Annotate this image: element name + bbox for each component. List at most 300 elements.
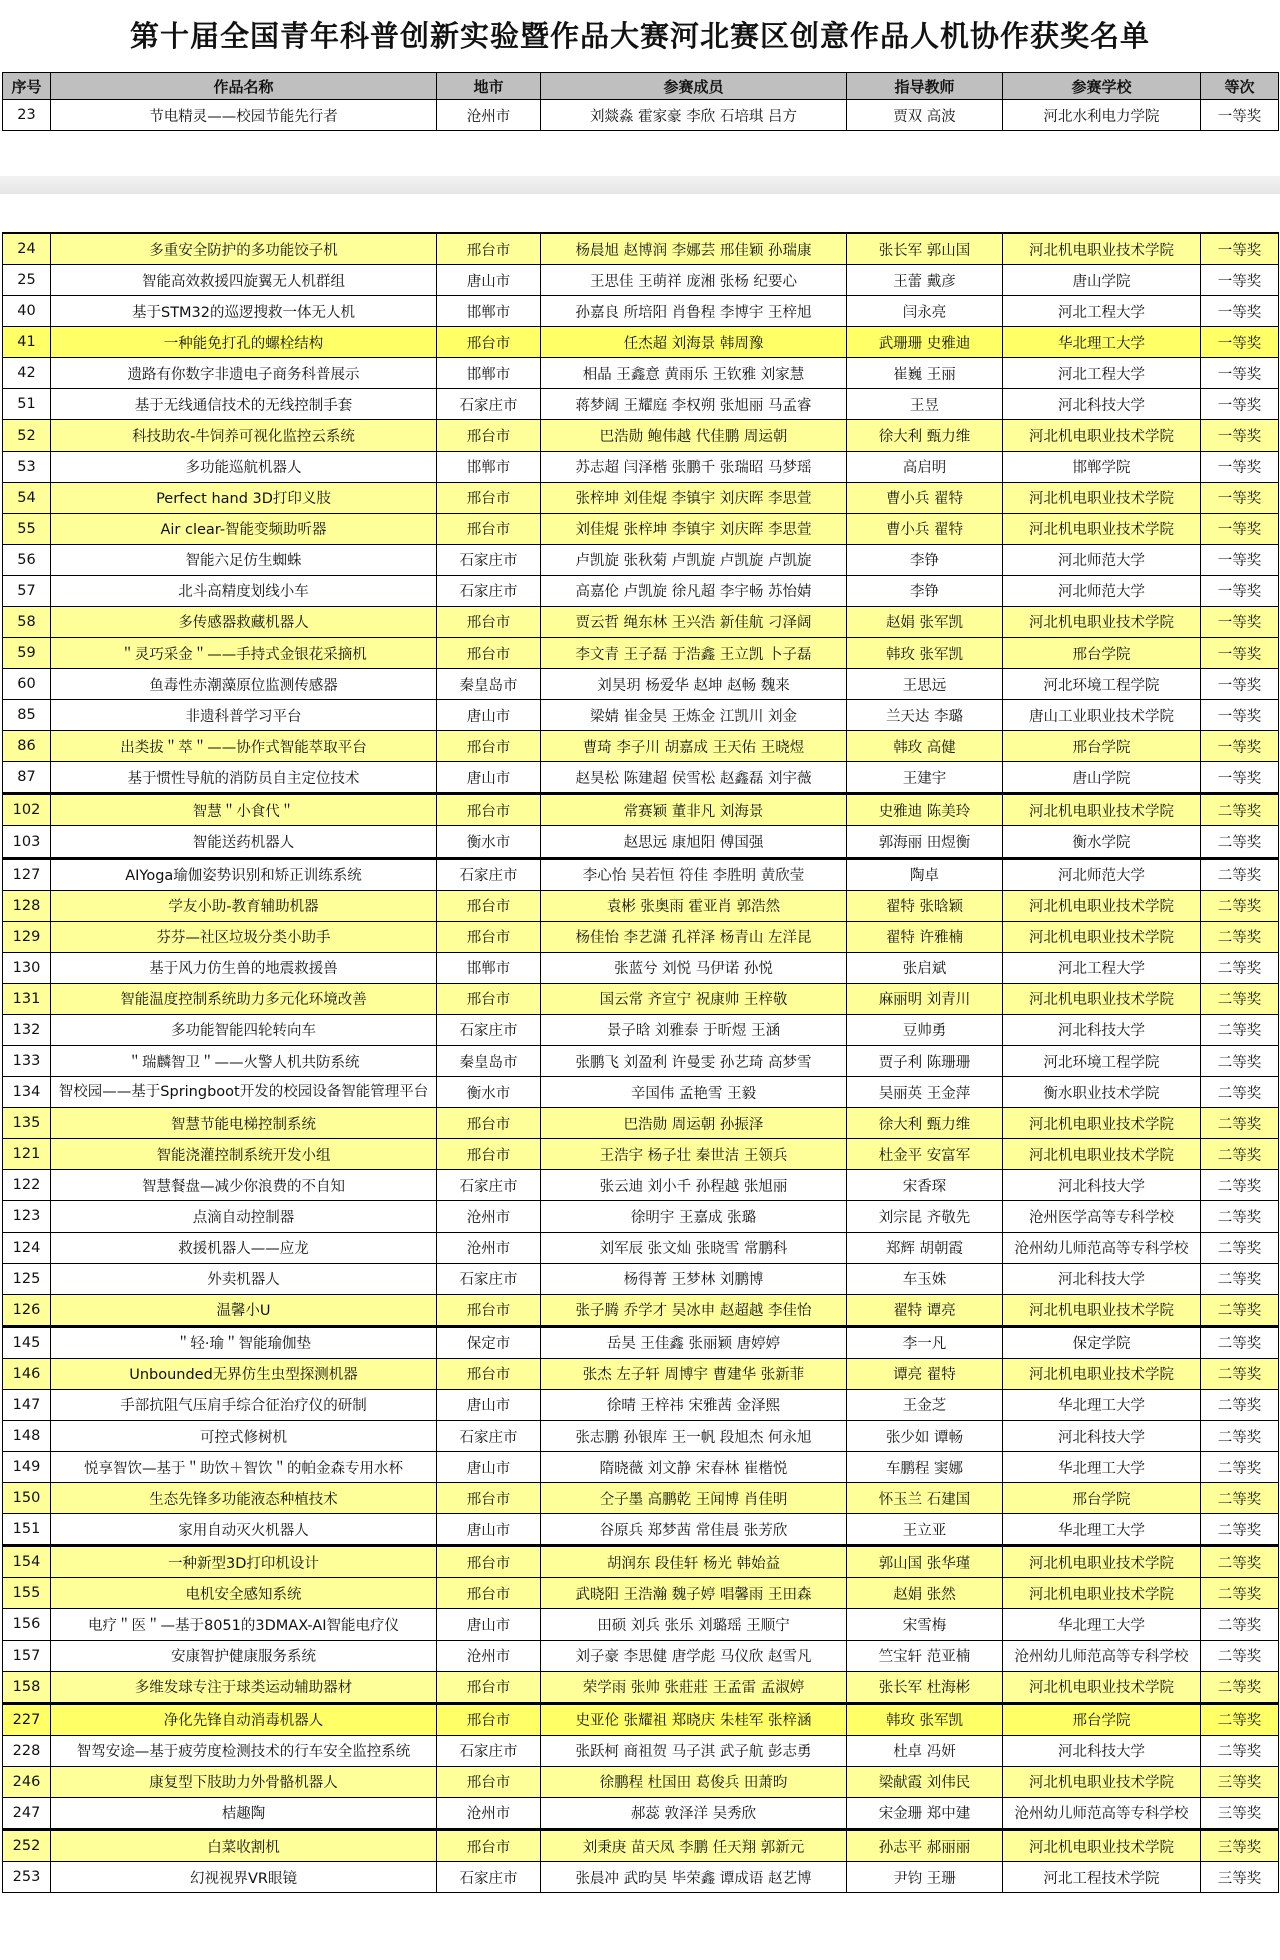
cell-index: 156	[3, 1609, 51, 1640]
cell-members: 王浩宇 杨子壮 秦世洁 王领兵	[541, 1139, 847, 1170]
table-row	[3, 1452, 1279, 1483]
table-row	[3, 575, 1279, 606]
cell-members: 相晶 王鑫意 黄雨乐 王钦雅 刘家慧	[541, 358, 847, 389]
cell-members: 隋晓薇 刘文静 宋春林 崔楷悦	[541, 1452, 847, 1483]
cell-school: 河北工程大学	[1003, 296, 1201, 327]
table-row	[3, 1389, 1279, 1420]
cell-index: 86	[3, 731, 51, 762]
cell-city: 邢台市	[437, 606, 541, 637]
cell-index: 123	[3, 1201, 51, 1232]
cell-members: 史亚伦 张耀祖 郑晓庆 朱桂军 张梓涵	[541, 1703, 847, 1735]
cell-school: 河北机电职业技术学院	[1003, 1829, 1201, 1861]
cell-work-name: 白菜收割机	[51, 1829, 437, 1861]
cell-work-name: 科技助农-牛饲养可视化监控云系统	[51, 420, 437, 451]
table-row	[3, 826, 1279, 858]
table-row	[3, 1358, 1279, 1389]
cell-members: 胡润东 段佳轩 杨光 韩始益	[541, 1546, 847, 1578]
cell-school: 华北理工大学	[1003, 1514, 1201, 1546]
cell-advisors: 贾双 高波	[847, 100, 1003, 131]
cell-school: 河北机电职业技术学院	[1003, 1578, 1201, 1609]
cell-city: 唐山市	[437, 1389, 541, 1420]
cell-school: 河北机电职业技术学院	[1003, 921, 1201, 952]
cell-index: 128	[3, 890, 51, 921]
table-row	[3, 1420, 1279, 1451]
table-row	[3, 890, 1279, 921]
cell-work-name: 电机安全感知系统	[51, 1578, 437, 1609]
cell-city: 石家庄市	[437, 858, 541, 890]
table-row	[3, 952, 1279, 983]
cell-city: 沧州市	[437, 1201, 541, 1232]
cell-school: 河北机电职业技术学院	[1003, 1139, 1201, 1170]
header-city: 地市	[437, 73, 541, 100]
cell-award: 三等奖	[1201, 1862, 1279, 1893]
cell-award: 二等奖	[1201, 1546, 1279, 1578]
cell-city: 邢台市	[437, 1139, 541, 1170]
cell-school: 河北科技大学	[1003, 389, 1201, 420]
cell-school: 衡水职业技术学院	[1003, 1077, 1201, 1108]
cell-city: 秦皇岛市	[437, 669, 541, 700]
cell-advisors: 麻丽明 刘青川	[847, 983, 1003, 1014]
cell-city: 邢台市	[437, 638, 541, 669]
cell-work-name: 节电精灵——校园节能先行者	[51, 100, 437, 131]
cell-award: 一等奖	[1201, 762, 1279, 794]
cell-school: 邢台学院	[1003, 1703, 1201, 1735]
cell-work-name: 多传感器救藏机器人	[51, 606, 437, 637]
cell-index: 150	[3, 1483, 51, 1514]
cell-index: 42	[3, 358, 51, 389]
cell-award: 二等奖	[1201, 890, 1279, 921]
cell-advisors: 曹小兵 翟特	[847, 513, 1003, 544]
cell-city: 唐山市	[437, 700, 541, 731]
table-row	[3, 1263, 1279, 1294]
cell-index: 227	[3, 1703, 51, 1735]
cell-index: 124	[3, 1232, 51, 1263]
cell-members: 卢凯旋 张秋菊 卢凯旋 卢凯旋 卢凯旋	[541, 544, 847, 575]
cell-advisors: 高启明	[847, 451, 1003, 482]
cell-city: 邢台市	[437, 233, 541, 265]
cell-advisors: 张启斌	[847, 952, 1003, 983]
cell-members: 刘佳焜 张梓坤 李镇宇 刘庆晖 李思萱	[541, 513, 847, 544]
cell-work-name: 智校园——基于Springboot开发的校园设备智能管理平台	[51, 1077, 437, 1108]
cell-work-name: 救援机器人——应龙	[51, 1232, 437, 1263]
cell-index: 158	[3, 1671, 51, 1703]
cell-city: 邢台市	[437, 1578, 541, 1609]
cell-city: 唐山市	[437, 265, 541, 296]
cell-members: 常赛颖 董非凡 刘海景	[541, 794, 847, 826]
cell-award: 二等奖	[1201, 1640, 1279, 1671]
cell-school: 河北机电职业技术学院	[1003, 1766, 1201, 1797]
cell-award: 二等奖	[1201, 858, 1279, 890]
cell-index: 23	[3, 100, 51, 131]
cell-advisors: 翟特 张晗颖	[847, 890, 1003, 921]
cell-school: 河北机电职业技术学院	[1003, 983, 1201, 1014]
cell-advisors: 张长军 杜海彬	[847, 1671, 1003, 1703]
cell-index: 154	[3, 1546, 51, 1578]
cell-members: 刘子豪 李思健 唐学彪 马仪欣 赵雪凡	[541, 1640, 847, 1671]
cell-work-name: 智慧餐盘—减少你浪费的不自知	[51, 1170, 437, 1201]
cell-city: 石家庄市	[437, 1735, 541, 1766]
cell-award: 二等奖	[1201, 1108, 1279, 1139]
cell-index: 151	[3, 1514, 51, 1546]
cell-award: 二等奖	[1201, 826, 1279, 858]
cell-index: 247	[3, 1797, 51, 1829]
cell-members: 王思佳 王萌祥 庞湘 张杨 纪要心	[541, 265, 847, 296]
cell-index: 85	[3, 700, 51, 731]
cell-award: 二等奖	[1201, 1420, 1279, 1451]
cell-advisors: 徐大利 甄力维	[847, 420, 1003, 451]
cell-advisors: 宋雪梅	[847, 1609, 1003, 1640]
cell-school: 河北工程技术学院	[1003, 1862, 1201, 1893]
table-row	[3, 1735, 1279, 1766]
cell-work-name: 康复型下肢助力外骨骼机器人	[51, 1766, 437, 1797]
cell-award: 一等奖	[1201, 100, 1279, 131]
table-row	[3, 1046, 1279, 1077]
cell-award: 二等奖	[1201, 1609, 1279, 1640]
table-row	[3, 1797, 1279, 1829]
cell-work-name: Unbounded无界仿生虫型探测机器	[51, 1358, 437, 1389]
cell-members: 田硕 刘兵 张乐 刘璐瑶 王顺宁	[541, 1609, 847, 1640]
cell-index: 54	[3, 482, 51, 513]
header-row	[3, 73, 1279, 100]
cell-city: 沧州市	[437, 1797, 541, 1829]
header-work-name: 作品名称	[51, 73, 437, 100]
cell-advisors: 张长军 郭山国	[847, 233, 1003, 265]
cell-school: 河北机电职业技术学院	[1003, 1294, 1201, 1326]
cell-work-name: 基于STM32的巡逻搜救一体无人机	[51, 296, 437, 327]
cell-advisors: 刘宗昆 齐敬先	[847, 1201, 1003, 1232]
table-row	[3, 1232, 1279, 1263]
cell-city: 邢台市	[437, 794, 541, 826]
cell-school: 邢台学院	[1003, 1483, 1201, 1514]
cell-work-name: 鱼毒性赤潮藻原位监测传感器	[51, 669, 437, 700]
cell-members: 张晨冲 武昀昊 毕荣鑫 谭成语 赵艺博	[541, 1862, 847, 1893]
awards-table-top	[2, 72, 1279, 131]
cell-school: 华北理工大学	[1003, 1452, 1201, 1483]
table-row	[3, 1829, 1279, 1861]
table-row	[3, 1546, 1279, 1578]
cell-advisors: 吴丽英 王金萍	[847, 1077, 1003, 1108]
cell-members: 仝子墨 高鹏乾 王闻博 肖佳明	[541, 1483, 847, 1514]
cell-award: 一等奖	[1201, 638, 1279, 669]
cell-award: 二等奖	[1201, 1389, 1279, 1420]
cell-members: 杨晨旭 赵博润 李娜芸 邢佳颖 孙瑞康	[541, 233, 847, 265]
cell-index: 157	[3, 1640, 51, 1671]
cell-city: 石家庄市	[437, 1420, 541, 1451]
cell-school: 华北理工大学	[1003, 1389, 1201, 1420]
table-row	[3, 1108, 1279, 1139]
cell-members: 张志鹏 孙银库 王一帆 段旭杰 何永旭	[541, 1420, 847, 1451]
cell-school: 河北机电职业技术学院	[1003, 606, 1201, 637]
cell-work-name: 智能高效救援四旋翼无人机群组	[51, 265, 437, 296]
table-row	[3, 762, 1279, 794]
table-row	[3, 1170, 1279, 1201]
cell-members: 张跃柯 商祖贺 马子淇 武子航 彭志勇	[541, 1735, 847, 1766]
cell-city: 邢台市	[437, 420, 541, 451]
cell-members: 蒋梦阔 王耀庭 李权朔 张旭丽 马孟睿	[541, 389, 847, 420]
cell-award: 二等奖	[1201, 1263, 1279, 1294]
cell-index: 246	[3, 1766, 51, 1797]
cell-work-name: 一种新型3D打印机设计	[51, 1546, 437, 1578]
cell-school: 华北理工大学	[1003, 327, 1201, 358]
cell-city: 唐山市	[437, 1609, 541, 1640]
cell-index: 127	[3, 858, 51, 890]
table-row	[3, 1326, 1279, 1358]
cell-school: 河北科技大学	[1003, 1014, 1201, 1045]
cell-advisors: 陶卓	[847, 858, 1003, 890]
header-members: 参赛成员	[541, 73, 847, 100]
cell-award: 一等奖	[1201, 544, 1279, 575]
cell-index: 252	[3, 1829, 51, 1861]
cell-work-name: Air clear-智能变频助听器	[51, 513, 437, 544]
cell-index: 52	[3, 420, 51, 451]
table-row	[3, 1483, 1279, 1514]
cell-index: 51	[3, 389, 51, 420]
cell-work-name: 多重安全防护的多功能饺子机	[51, 233, 437, 265]
table-row	[3, 1139, 1279, 1170]
table-row	[3, 233, 1279, 265]
cell-award: 一等奖	[1201, 296, 1279, 327]
cell-advisors: 杜卓 冯妍	[847, 1735, 1003, 1766]
cell-index: 125	[3, 1263, 51, 1294]
cell-work-name: 外卖机器人	[51, 1263, 437, 1294]
cell-members: 徐鹏程 杜国田 葛俊兵 田萧昀	[541, 1766, 847, 1797]
cell-members: 张云迪 刘小千 孙程越 张旭丽	[541, 1170, 847, 1201]
cell-work-name: 一种能免打孔的螺栓结构	[51, 327, 437, 358]
awards-table-main	[2, 232, 1279, 1893]
cell-work-name: 智能温度控制系统助力多元化环境改善	[51, 983, 437, 1014]
cell-index: 228	[3, 1735, 51, 1766]
cell-school: 沧州幼儿师范高等专科学校	[1003, 1232, 1201, 1263]
cell-advisors: 闫永亮	[847, 296, 1003, 327]
cell-award: 一等奖	[1201, 575, 1279, 606]
cell-members: 谷原兵 郑梦茜 常佳晨 张芳欣	[541, 1514, 847, 1546]
header-advisors: 指导教师	[847, 73, 1003, 100]
cell-city: 邯郸市	[437, 952, 541, 983]
cell-award: 二等奖	[1201, 1326, 1279, 1358]
cell-advisors: 宋香琛	[847, 1170, 1003, 1201]
cell-advisors: 王金芝	[847, 1389, 1003, 1420]
cell-advisors: 车玉姝	[847, 1263, 1003, 1294]
cell-work-name: 学友小助-教育辅助机器	[51, 890, 437, 921]
table-row	[3, 638, 1279, 669]
cell-index: 25	[3, 265, 51, 296]
table-row	[3, 1201, 1279, 1232]
cell-index: 147	[3, 1389, 51, 1420]
cell-members: 荣学雨 张帅 张莊莊 王孟雷 孟淑婷	[541, 1671, 847, 1703]
cell-members: 巴浩勋 周运朝 孙振泽	[541, 1108, 847, 1139]
cell-work-name: 家用自动灭火机器人	[51, 1514, 437, 1546]
cell-school: 河北机电职业技术学院	[1003, 794, 1201, 826]
table-row	[3, 451, 1279, 482]
table-row	[3, 100, 1279, 131]
cell-work-name: 多维发球专注于球类运动辅助器材	[51, 1671, 437, 1703]
cell-advisors: 杜金平 安富军	[847, 1139, 1003, 1170]
cell-city: 石家庄市	[437, 1170, 541, 1201]
cell-index: 148	[3, 1420, 51, 1451]
cell-index: 24	[3, 233, 51, 265]
table-row	[3, 265, 1279, 296]
cell-award: 二等奖	[1201, 794, 1279, 826]
cell-advisors: 尹钧 王珊	[847, 1862, 1003, 1893]
cell-work-name: 基于惯性导航的消防员自主定位技术	[51, 762, 437, 794]
cell-members: 刘昊玥 杨爱华 赵坤 赵畅 魏来	[541, 669, 847, 700]
cell-school: 华北理工大学	[1003, 1609, 1201, 1640]
cell-index: 58	[3, 606, 51, 637]
table-row	[3, 327, 1279, 358]
cell-index: 59	[3, 638, 51, 669]
table-row	[3, 296, 1279, 327]
cell-school: 河北环境工程学院	[1003, 1046, 1201, 1077]
cell-index: 135	[3, 1108, 51, 1139]
table-row	[3, 420, 1279, 451]
cell-work-name: 出类拔＂萃＂——协作式智能萃取平台	[51, 731, 437, 762]
cell-award: 二等奖	[1201, 1294, 1279, 1326]
cell-index: 131	[3, 983, 51, 1014]
table-row	[3, 669, 1279, 700]
cell-work-name: 多功能智能四轮转向车	[51, 1014, 437, 1045]
cell-index: 134	[3, 1077, 51, 1108]
cell-school: 衡水学院	[1003, 826, 1201, 858]
cell-school: 唐山工业职业技术学院	[1003, 700, 1201, 731]
cell-work-name: 北斗高精度划线小车	[51, 575, 437, 606]
cell-advisors: 王蕾 戴彦	[847, 265, 1003, 296]
cell-school: 河北师范大学	[1003, 858, 1201, 890]
cell-advisors: 武珊珊 史雅迪	[847, 327, 1003, 358]
cell-award: 二等奖	[1201, 983, 1279, 1014]
cell-school: 河北科技大学	[1003, 1170, 1201, 1201]
cell-advisors: 翟特 谭亮	[847, 1294, 1003, 1326]
cell-city: 秦皇岛市	[437, 1046, 541, 1077]
cell-members: 张子腾 乔学才 吴冰申 赵超越 李佳怡	[541, 1294, 847, 1326]
cell-work-name: 生态先锋多功能液态种植技术	[51, 1483, 437, 1514]
cell-members: 景子晗 刘雅泰 于昕煜 王涵	[541, 1014, 847, 1045]
cell-award: 二等奖	[1201, 1358, 1279, 1389]
cell-award: 一等奖	[1201, 389, 1279, 420]
table-row	[3, 513, 1279, 544]
cell-award: 一等奖	[1201, 731, 1279, 762]
cell-award: 一等奖	[1201, 606, 1279, 637]
cell-school: 河北机电职业技术学院	[1003, 1671, 1201, 1703]
cell-city: 沧州市	[437, 100, 541, 131]
cell-city: 石家庄市	[437, 1862, 541, 1893]
cell-city: 邢台市	[437, 983, 541, 1014]
table-row	[3, 731, 1279, 762]
cell-advisors: 王昱	[847, 389, 1003, 420]
cell-award: 二等奖	[1201, 1483, 1279, 1514]
cell-index: 129	[3, 921, 51, 952]
cell-city: 邢台市	[437, 482, 541, 513]
cell-city: 邢台市	[437, 921, 541, 952]
table-row	[3, 1671, 1279, 1703]
cell-award: 三等奖	[1201, 1829, 1279, 1861]
cell-school: 河北科技大学	[1003, 1263, 1201, 1294]
cell-city: 衡水市	[437, 1077, 541, 1108]
cell-advisors: 李铮	[847, 575, 1003, 606]
cell-index: 121	[3, 1139, 51, 1170]
cell-award: 二等奖	[1201, 1578, 1279, 1609]
cell-work-name: 可控式修树机	[51, 1420, 437, 1451]
cell-award: 三等奖	[1201, 1797, 1279, 1829]
table-row	[3, 700, 1279, 731]
cell-school: 河北水利电力学院	[1003, 100, 1201, 131]
cell-members: 徐明宇 王嘉成 张璐	[541, 1201, 847, 1232]
table-row	[3, 1766, 1279, 1797]
table-row	[3, 358, 1279, 389]
table-row	[3, 1514, 1279, 1546]
cell-city: 邢台市	[437, 1671, 541, 1703]
cell-advisors: 怀玉兰 石建国	[847, 1483, 1003, 1514]
cell-advisors: 赵娟 张军凯	[847, 606, 1003, 637]
cell-school: 河北环境工程学院	[1003, 669, 1201, 700]
cell-school: 河北师范大学	[1003, 575, 1201, 606]
cell-award: 二等奖	[1201, 1671, 1279, 1703]
cell-work-name: 温馨小U	[51, 1294, 437, 1326]
cell-index: 130	[3, 952, 51, 983]
cell-award: 二等奖	[1201, 1077, 1279, 1108]
header-school: 参赛学校	[1003, 73, 1201, 100]
cell-school: 沧州幼儿师范高等专科学校	[1003, 1640, 1201, 1671]
cell-school: 河北机电职业技术学院	[1003, 233, 1201, 265]
cell-advisors: 徐大利 甄力维	[847, 1108, 1003, 1139]
cell-school: 河北科技大学	[1003, 1735, 1201, 1766]
cell-city: 石家庄市	[437, 575, 541, 606]
cell-city: 石家庄市	[437, 389, 541, 420]
cell-members: 孙嘉良 所培阳 肖鲁程 李博宇 王梓旭	[541, 296, 847, 327]
cell-members: 赵思远 康旭阳 傅国强	[541, 826, 847, 858]
table-row	[3, 544, 1279, 575]
page-title: 第十届全国青年科普创新实验暨作品大赛河北赛区创意作品人机协作获奖名单	[129, 19, 1150, 53]
cell-work-name: ＂轻·瑜＂智能瑜伽垫	[51, 1326, 437, 1358]
cell-award: 二等奖	[1201, 1452, 1279, 1483]
cell-members: 张蓝兮 刘悦 马伊诺 孙悦	[541, 952, 847, 983]
cell-advisors: 郭海丽 田煜衡	[847, 826, 1003, 858]
cell-school: 河北科技大学	[1003, 1420, 1201, 1451]
cell-members: 刘军辰 张文灿 张晓雪 常鹏科	[541, 1232, 847, 1263]
cell-members: 赵昊松 陈建超 侯雪松 赵鑫磊 刘宇薇	[541, 762, 847, 794]
cell-advisors: 李一凡	[847, 1326, 1003, 1358]
cell-advisors: 赵娟 张然	[847, 1578, 1003, 1609]
table-row	[3, 482, 1279, 513]
cell-school: 邯郸学院	[1003, 451, 1201, 482]
cell-city: 邯郸市	[437, 358, 541, 389]
cell-advisors: 孙志平 郝丽丽	[847, 1829, 1003, 1861]
cell-city: 邢台市	[437, 1358, 541, 1389]
table-row	[3, 1578, 1279, 1609]
cell-work-name: 非遗科普学习平台	[51, 700, 437, 731]
cell-school: 河北机电职业技术学院	[1003, 513, 1201, 544]
cell-city: 邢台市	[437, 1294, 541, 1326]
cell-school: 河北机电职业技术学院	[1003, 1546, 1201, 1578]
cell-index: 155	[3, 1578, 51, 1609]
cell-award: 二等奖	[1201, 921, 1279, 952]
cell-work-name: 基于风力仿生兽的地震救援兽	[51, 952, 437, 983]
cell-index: 102	[3, 794, 51, 826]
cell-index: 122	[3, 1170, 51, 1201]
table-row	[3, 1609, 1279, 1640]
cell-work-name: AIYoga瑜伽姿势识别和矫正训练系统	[51, 858, 437, 890]
cell-city: 邢台市	[437, 513, 541, 544]
cell-school: 河北机电职业技术学院	[1003, 1358, 1201, 1389]
cell-members: 郝蕊 敦泽洋 吴秀欣	[541, 1797, 847, 1829]
cell-city: 石家庄市	[437, 1014, 541, 1045]
table-row	[3, 1294, 1279, 1326]
cell-award: 一等奖	[1201, 265, 1279, 296]
cell-members: 辛国伟 孟艳雪 王毅	[541, 1077, 847, 1108]
cell-school: 河北机电职业技术学院	[1003, 1108, 1201, 1139]
cell-school: 河北机电职业技术学院	[1003, 420, 1201, 451]
cell-index: 253	[3, 1862, 51, 1893]
cell-award: 二等奖	[1201, 1201, 1279, 1232]
